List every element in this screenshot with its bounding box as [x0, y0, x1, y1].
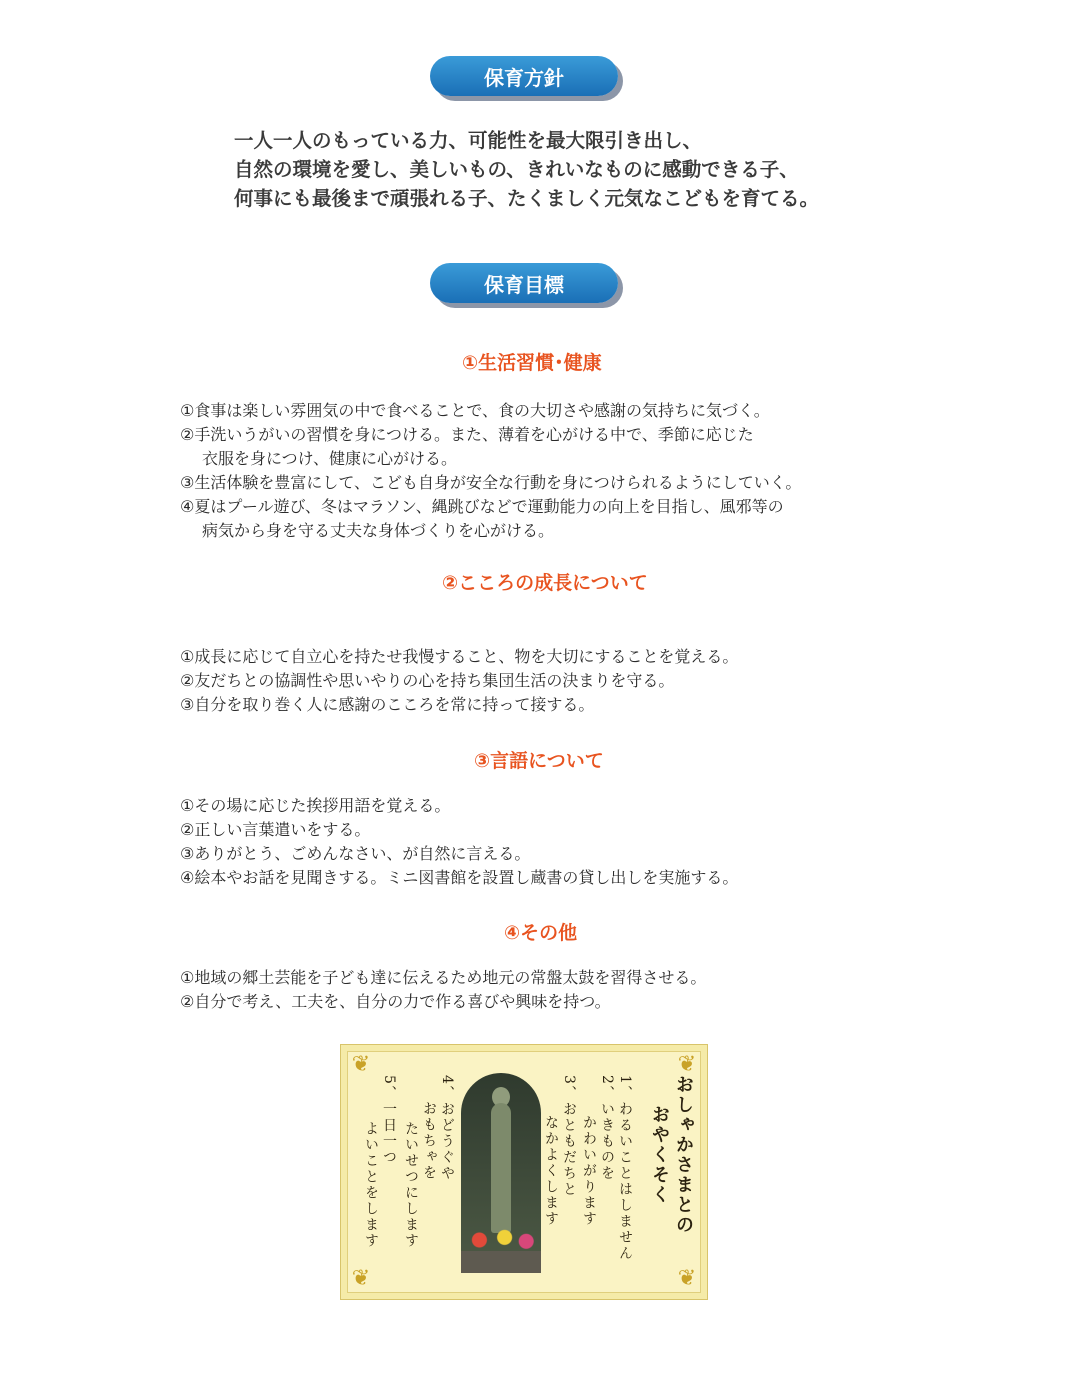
buddha-statue-photo — [461, 1073, 541, 1273]
policy-line: 何事にも最後まで頑張れる子、たくましく元気なこどもを育てる。 — [234, 187, 820, 210]
card-promise: 1、わるいことはしません — [617, 1075, 633, 1262]
list-item: ②自分で考え、工夫を、自分の力で作る喜びや興味を持つ。 — [180, 992, 611, 1011]
list-item: 衣服を身につけ、健康に心がける。 — [202, 449, 458, 468]
list-item: ④夏はプール遊び、冬はマラソン、縄跳びなどで運動能力の向上を目指し、風邪等の — [180, 497, 784, 516]
policy-heading: 保育方針 — [430, 56, 618, 96]
card-promise: 3、おともだちと — [561, 1075, 577, 1198]
card-promise: かわいがります — [581, 1115, 597, 1227]
section-list-heart — [180, 645, 738, 717]
card-title-line: おやくそく — [649, 1105, 670, 1205]
policy-line: 自然の環境を愛し、美しいもの、きれいなものに感動できる子、 — [234, 158, 799, 181]
list-item: ③自分を取り巻く人に感謝のこころを常に持って接する。 — [180, 695, 595, 714]
list-item: ④絵本やお話を見聞きする。ミニ図書館を設置し蔵書の貸し出しを実施する。 — [180, 868, 739, 887]
list-item: ①成長に応じて自立心を持たせ我慢すること、物を大切にすることを覚える。 — [180, 647, 739, 666]
policy-line: 一人一人のもっている力、可能性を最大限引き出し、 — [234, 129, 703, 152]
section-list-other — [180, 966, 706, 1014]
section-list-language — [180, 794, 738, 890]
list-item: ①その場に応じた挨拶用語を覚える。 — [180, 796, 451, 815]
card-promise: 2、いきものを — [599, 1075, 615, 1182]
section-title-heart: ②こころの成長について — [442, 572, 648, 594]
card-promise: おもちゃを — [421, 1101, 437, 1181]
card-promise: よいことをします — [363, 1121, 379, 1249]
list-item: 病気から身を守る丈夫な身体づくりを心がける。 — [202, 521, 555, 540]
section-title-other: ④その他 — [504, 922, 578, 944]
section-title-health: ①生活習慣･健康 — [462, 352, 602, 374]
card-promise: たいせつにします — [403, 1121, 419, 1249]
flowers — [465, 1227, 537, 1253]
policy-text — [234, 126, 819, 213]
card-title-line: おしゃかさまとの — [673, 1075, 694, 1235]
ornament-icon: ❦ — [351, 1052, 371, 1077]
section-list-health — [180, 399, 801, 543]
ornament-icon: ❦ — [677, 1052, 697, 1077]
goals-heading: 保育目標 — [430, 263, 618, 303]
statue-body — [491, 1103, 511, 1233]
card-promise: なかよくします — [543, 1115, 559, 1227]
list-item: ③ありがとう、ごめんなさい、が自然に言える。 — [180, 844, 531, 863]
list-item: ①地域の郷土芸能を子ども達に伝えるため地元の常盤太鼓を習得させる。 — [180, 968, 707, 987]
section-title-language: ③言語について — [474, 750, 604, 772]
ornament-icon: ❦ — [677, 1266, 697, 1291]
card-promise: 4、おどうぐや — [439, 1075, 455, 1182]
statue-plinth — [461, 1251, 541, 1273]
list-item: ③生活体験を豊富にして、こども自身が安全な行動を身につけられるようにしていく。 — [180, 473, 802, 492]
list-item: ②手洗いうがいの習慣を身につける。また、薄着を心がける中で、季節に応じた — [180, 425, 754, 444]
list-item: ②正しい言葉遣いをする。 — [180, 820, 371, 839]
buddha-promise-card — [340, 1044, 708, 1300]
ornament-icon: ❦ — [351, 1266, 371, 1291]
list-item: ①食事は楽しい雰囲気の中で食べることで、食の大切さや感謝の気持ちに気づく。 — [180, 401, 770, 420]
card-promise: 5、一日一つ — [381, 1075, 397, 1166]
list-item: ②友だちとの協調性や思いやりの心を持ち集団生活の決まりを守る。 — [180, 671, 675, 690]
